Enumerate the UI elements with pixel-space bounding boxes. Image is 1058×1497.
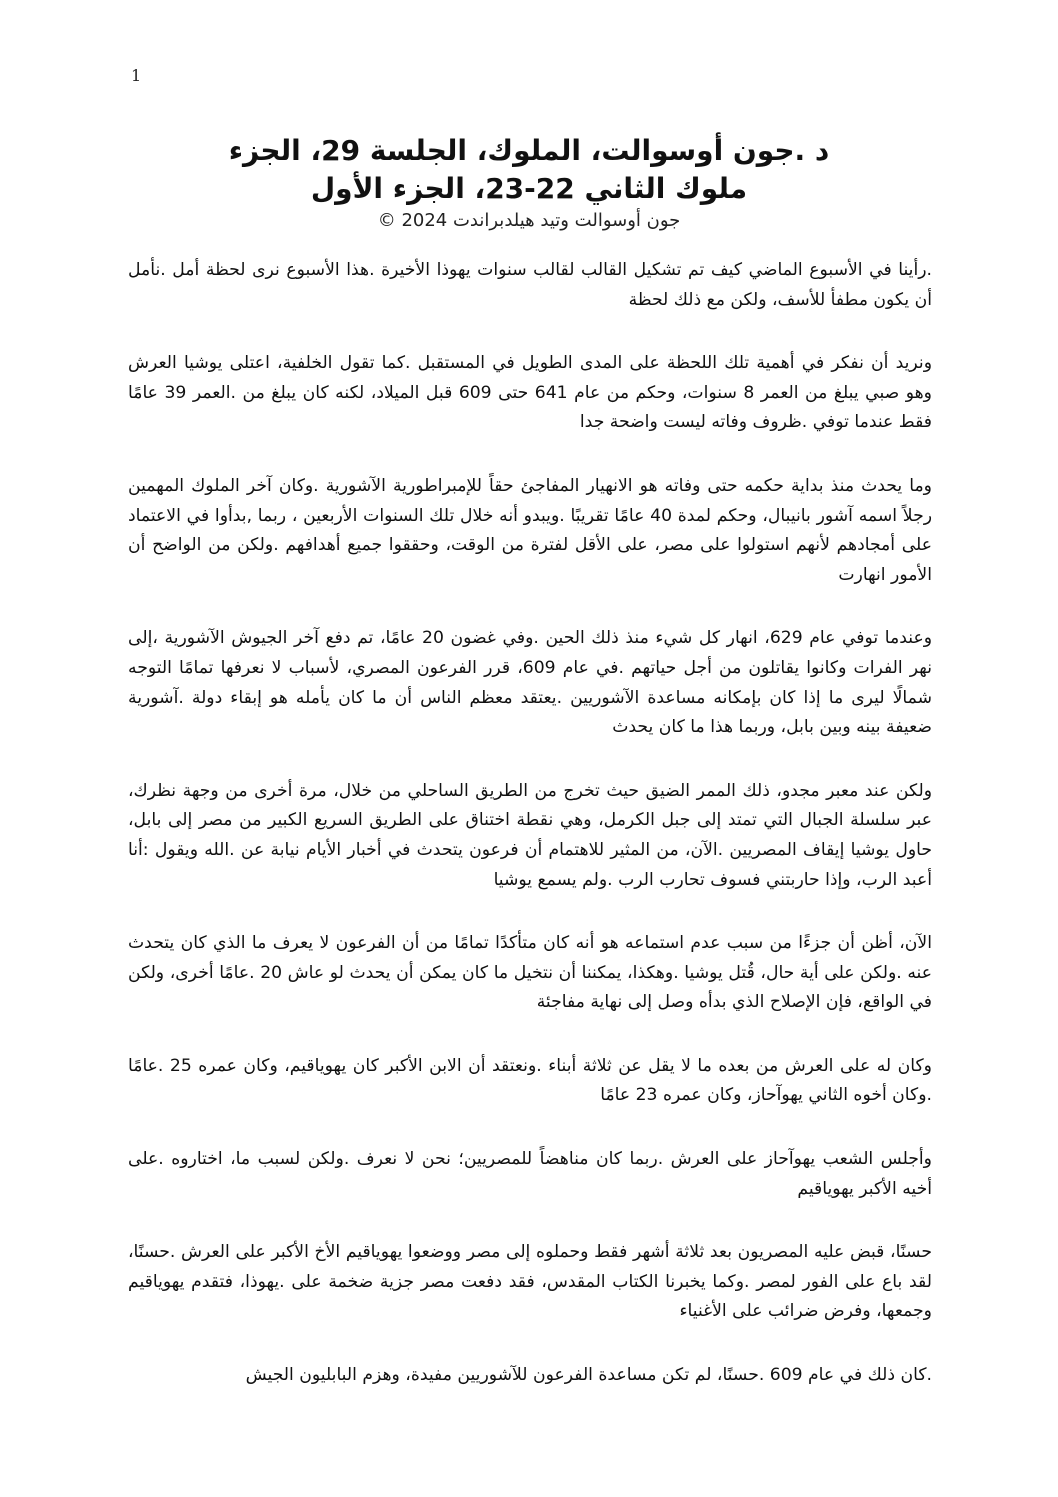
paragraph: وما يحدث منذ بداية حكمه حتى وفاته هو الانهيار المفاجئ حقاً للإمبراطورية الآشورية .وكان آخر الملوك المهمين رجلاً اسمه آشور بانيبال، وحكم لمدة 40 عامًا تقريبًا .ويبدو أنه خلال تلك السنوات الأربعين ، ربما ,بدأوا في الاعتماد على أمجادهم لأنهم استولوا على مصر، على الأقل لفترة من الوقت، وحققوا جميع أهدافهم .ولكن من الواضح أن الأمور انهارت xyxy=(128,475,932,585)
paragraph: .رأينا في الأسبوع الماضي كيف تم تشكيل القالب لقالب سنوات يهوذا الأخيرة .هذا الأسبوع نرى لحظة أمل .نأمل أن يكون مطفأ للأسف، ولكن مع ذلك لحظة xyxy=(128,260,932,310)
document-body xyxy=(128,256,932,1425)
page-number: 1 xyxy=(131,66,142,85)
title-block xyxy=(120,132,938,234)
copyright-line: جون أوسوالت وتيد هيلدبراندت 2024 © xyxy=(377,210,681,231)
paragraph: وكان له على العرش من بعده ما لا يقل عن ثلاثة أبناء .ونعتقد أن الابن الأكبر كان يهوياقيم، وكان عمره 25 .عامًا .وكان أخوه الثاني يهوآحاز، وكان عمره 23 عامًا xyxy=(128,1055,932,1106)
page-title-line-1: د .جون أوسوالت، الملوك، الجلسة 29، الجزء xyxy=(228,134,830,167)
paragraph: وأجلس الشعب يهوآحاز على العرش .ربما كان مناهضاً للمصريين؛ نحن لا نعرف .ولكن لسبب ما، اختاروه .على أخيه الأكبر يهوياقيم xyxy=(128,1149,932,1199)
page-title-line-2: ملوك الثاني 22-23، الجزء الأول xyxy=(310,172,748,205)
paragraph: وعندما توفي عام 629، انهار كل شيء منذ ذلك الحين .وفي غضون 20 عامًا، تم دفع آخر الجيوش الآشورية ،إلى نهر الفرات وكانوا يقاتلون من أجل حياتهم .في عام 609، قرر الفرعون المصري، لأسباب لا نعرفها تمامًا التوجه شمالًا ليرى ما إذا كان بإمكانه مساعدة الآشوريين .يعتقد معظم الناس أن ما كان يأمله هو إبقاء دولة .آشورية ضعيفة بينه وبين بابل، وربما هذا ما كان يحدث xyxy=(128,628,933,738)
paragraph: ونريد أن نفكر في أهمية تلك اللحظة على المدى الطويل في المستقبل .كما تقول الخلفية، اعتلى يوشيا العرش وهو صبي يبلغ من العمر 8 سنوات، وحكم من عام 641 حتى 609 قبل الميلاد، لكنه كان يبلغ من .العمر 39 عامًا فقط عندما توفي .ظروف وفاته ليست واضحة جدا xyxy=(128,353,932,433)
paragraph: ولكن عند معبر مجدو، ذلك الممر الضيق حيث تخرج من الطريق الساحلي من خلال، مرة أخرى من وجهة نظرك، عبر سلسلة الجبال التي تمتد إلى جبل الكرمل، وهي نقطة اختناق على الطريق السريع الكبير من مصر إلى بابل، حاول يوشيا إيقاف المصريين .الآن، من المثير للاهتمام أن فرعون يتحدث في أخبار الأيام نيابة عن .الله ويقول :أنا أعبد الرب، وإذا حاربتني فسوف تحارب الرب .ولم يسمع يوشيا xyxy=(128,780,932,890)
paragraph: .كان ذلك في عام 609 .حسنًا، لم تكن مساعدة الفرعون للآشوريين مفيدة، وهزم البابليون الجيش xyxy=(245,1365,932,1386)
paragraph: الآن، أظن أن جزءًا من سبب عدم استماعه هو أنه كان متأكدًا تمامًا من أن الفرعون لا يعرف ما الذي كان يتحدث عنه .ولكن على أية حال، قُتل يوشيا .وهكذا، يمكننا أن نتخيل ما كان يمكن أن يحدث لو عاش 20 .عامًا أخرى، ولكن في الواقع، فإن الإصلاح الذي بدأه وصل إلى نهاية مفاجئة xyxy=(128,933,932,1013)
paragraph: حسنًا، قبض عليه المصريون بعد ثلاثة أشهر فقط وحملوه إلى مصر ووضعوا يهوياقيم الأخ الأكبر على العرش .حسنًا، لقد باع على الفور لمصر .وكما يخبرنا الكتاب المقدس، فقد دفعت مصر جزية ضخمة على .يهوذا، فتقدم يهوياقيم وجمعها، وفرض ضرائب على الأغنياء xyxy=(128,1242,932,1322)
